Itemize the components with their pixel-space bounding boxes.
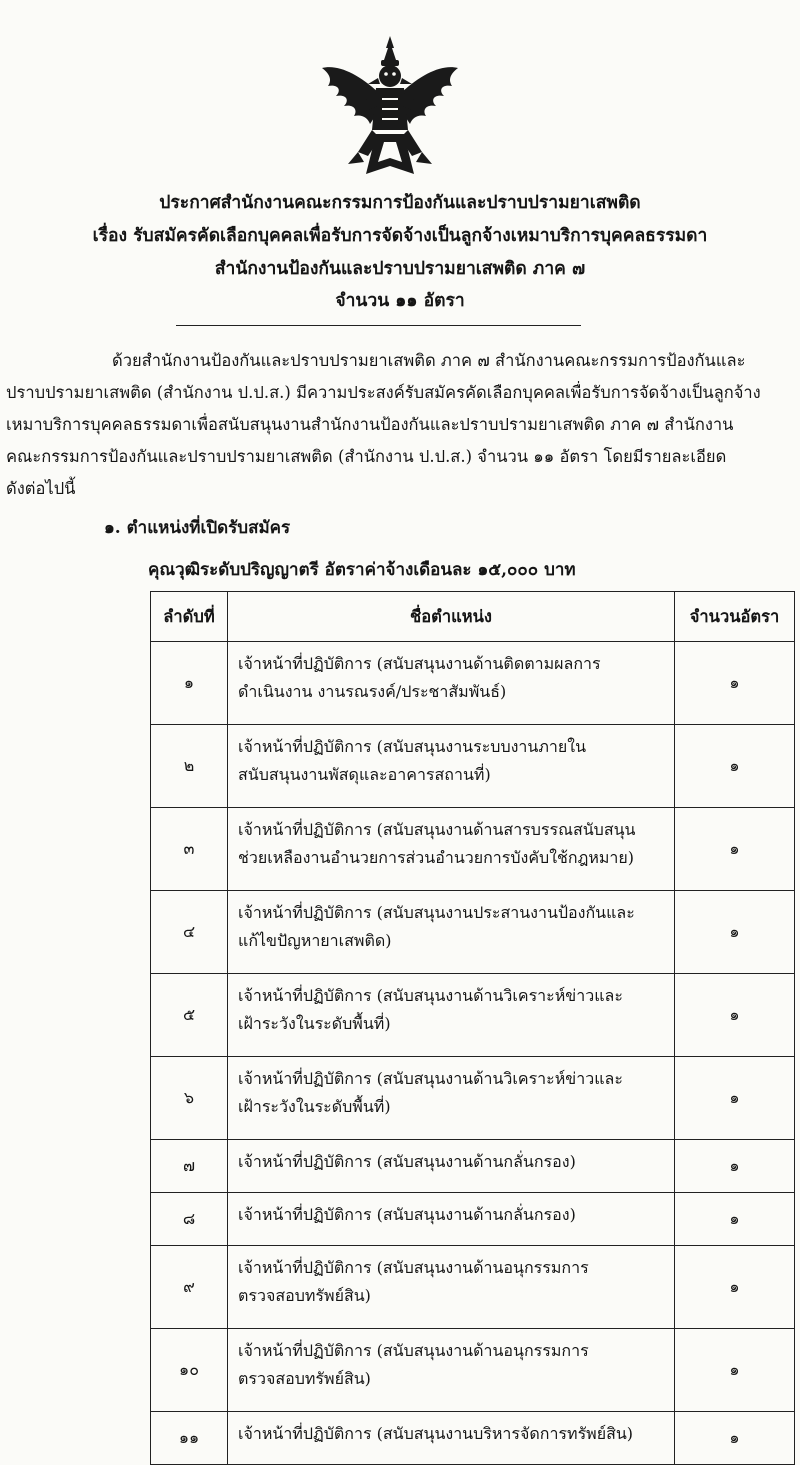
title-line-2: เรื่อง รับสมัครคัดเลือกบุคคลเพื่อรับการจัดจ้างเป็นลูกจ้างเหมาบริการบุคคลธรรมดา [92,226,708,246]
row-position-name [228,1193,675,1246]
positions-table [150,591,795,1465]
row-position-name [228,1412,675,1465]
title-divider [176,325,581,326]
intro-line-3: เหมาบริการบุคคลธรรมดาเพื่อสนับสนุนงานสำนักงานป้องกันและปราบปรามยาเสพติด ภาค ๗ สำนักงาน [6,415,734,434]
garuda-emblem-icon [318,34,462,184]
position-name-line: ตรวจสอบทรัพย์สิน) [238,1286,371,1305]
intro-line-2: ปราบปรามยาเสพติด (สำนักงาน ป.ป.ส.) มีความประสงค์รับสมัครคัดเลือกบุคคลเพื่อรับการจัดจ้างเป็นลูกจ้าง [6,383,761,402]
row-position-name [228,891,675,974]
position-name-line: ช่วยเหลืองานอำนวยการส่วนอำนวยการบังคับใช้กฎหมาย) [238,848,635,867]
position-name-line: เจ้าหน้าที่ปฏิบัติการ (สนับสนุนงานด้านวิเคราะห์ข่าวและ [238,1069,623,1088]
position-name-line: แก้ไขปัญหายาเสพติด) [238,931,392,950]
table-row [151,1193,795,1246]
header-order: ลำดับที่ [151,592,228,642]
row-order: ๑๑ [151,1412,228,1465]
row-count: ๑ [675,642,795,725]
row-count: ๑ [675,1329,795,1412]
position-name-line: เจ้าหน้าที่ปฏิบัติการ (สนับสนุนงานด้านกลั่นกรอง) [238,1205,576,1224]
row-count: ๑ [675,1412,795,1465]
position-name-line: เจ้าหน้าที่ปฏิบัติการ (สนับสนุนงานด้านอนุกรรมการ [238,1258,589,1277]
row-count: ๑ [675,1246,795,1329]
position-name-line: เจ้าหน้าที่ปฏิบัติการ (สนับสนุนงานด้านอนุกรรมการ [238,1341,589,1360]
title-line-3: สำนักงานป้องกันและปราบปรามยาเสพติด ภาค ๗ [214,259,586,279]
row-order: ๗ [151,1140,228,1193]
qualification-text: คุณวุฒิระดับปริญญาตรี อัตราค่าจ้างเดือนละ ๑๕,๐๐๐ บาท [148,560,576,580]
table-row [151,1412,795,1465]
row-position-name [228,808,675,891]
row-position-name [228,974,675,1057]
row-order: ๘ [151,1193,228,1246]
row-order: ๖ [151,1057,228,1140]
intro-line-5: ดังต่อไปนี้ [6,479,76,498]
row-count: ๑ [675,974,795,1057]
row-count: ๑ [675,891,795,974]
title-line-4: จำนวน ๑๑ อัตรา [335,291,465,311]
row-order: ๕ [151,974,228,1057]
header-position-name: ชื่อตำแหน่ง [228,592,675,642]
row-position-name [228,642,675,725]
table-row [151,1329,795,1412]
position-name-line: เจ้าหน้าที่ปฏิบัติการ (สนับสนุนงานด้านวิเคราะห์ข่าวและ [238,986,623,1005]
row-order: ๒ [151,725,228,808]
row-count: ๑ [675,1193,795,1246]
position-name-line: สนับสนุนงานพัสดุและอาคารสถานที่) [238,765,491,784]
row-position-name [228,725,675,808]
table-row [151,642,795,725]
table-row [151,1057,795,1140]
row-position-name [228,1246,675,1329]
position-name-line: เจ้าหน้าที่ปฏิบัติการ (สนับสนุนงานประสานงานป้องกันและ [238,903,635,922]
table-row [151,808,795,891]
position-name-line: เจ้าหน้าที่ปฏิบัติการ (สนับสนุนงานบริหารจัดการทรัพย์สิน) [238,1424,634,1443]
row-order: ๑๐ [151,1329,228,1412]
row-order: ๑ [151,642,228,725]
row-count: ๑ [675,808,795,891]
position-name-line: เฝ้าระวังในระดับพื้นที่) [238,1014,391,1033]
position-name-line: ดำเนินงาน งานรณรงค์/ประชาสัมพันธ์) [238,682,507,701]
row-position-name [228,1329,675,1412]
row-order: ๓ [151,808,228,891]
row-count: ๑ [675,1057,795,1140]
header-count: จำนวนอัตรา [675,592,795,642]
position-name-line: เจ้าหน้าที่ปฏิบัติการ (สนับสนุนงานด้านสารบรรณสนับสนุน [238,820,636,839]
position-name-line: เจ้าหน้าที่ปฏิบัติการ (สนับสนุนงานด้านกลั่นกรอง) [238,1152,576,1171]
section-heading: ๑. ตำแหน่งที่เปิดรับสมัคร [104,518,291,538]
position-name-line: เจ้าหน้าที่ปฏิบัติการ (สนับสนุนงานด้านติดตามผลการ [238,654,601,673]
title-line-1: ประกาศสำนักงานคณะกรรมการป้องกันและปราบปรามยาเสพติด [159,193,641,213]
table-row [151,891,795,974]
intro-line-1: ด้วยสำนักงานป้องกันและปราบปรามยาเสพติด ภาค ๗ สำนักงานคณะกรรมการป้องกันและ [112,351,746,370]
table-row [151,974,795,1057]
row-order: ๔ [151,891,228,974]
position-name-line: ตรวจสอบทรัพย์สิน) [238,1369,371,1388]
table-row [151,1140,795,1193]
row-order: ๙ [151,1246,228,1329]
intro-line-4: คณะกรรมการป้องกันและปราบปรามยาเสพติด (สำนักงาน ป.ป.ส.) จำนวน ๑๑ อัตรา โดยมีรายละเอียด [6,447,727,466]
row-position-name [228,1057,675,1140]
table-header-row [151,592,795,642]
table-row [151,1246,795,1329]
position-name-line: เฝ้าระวังในระดับพื้นที่) [238,1097,391,1116]
row-count: ๑ [675,725,795,808]
row-position-name [228,1140,675,1193]
table-row [151,725,795,808]
row-count: ๑ [675,1140,795,1193]
position-name-line: เจ้าหน้าที่ปฏิบัติการ (สนับสนุนงานระบบงานภายใน [238,737,587,756]
